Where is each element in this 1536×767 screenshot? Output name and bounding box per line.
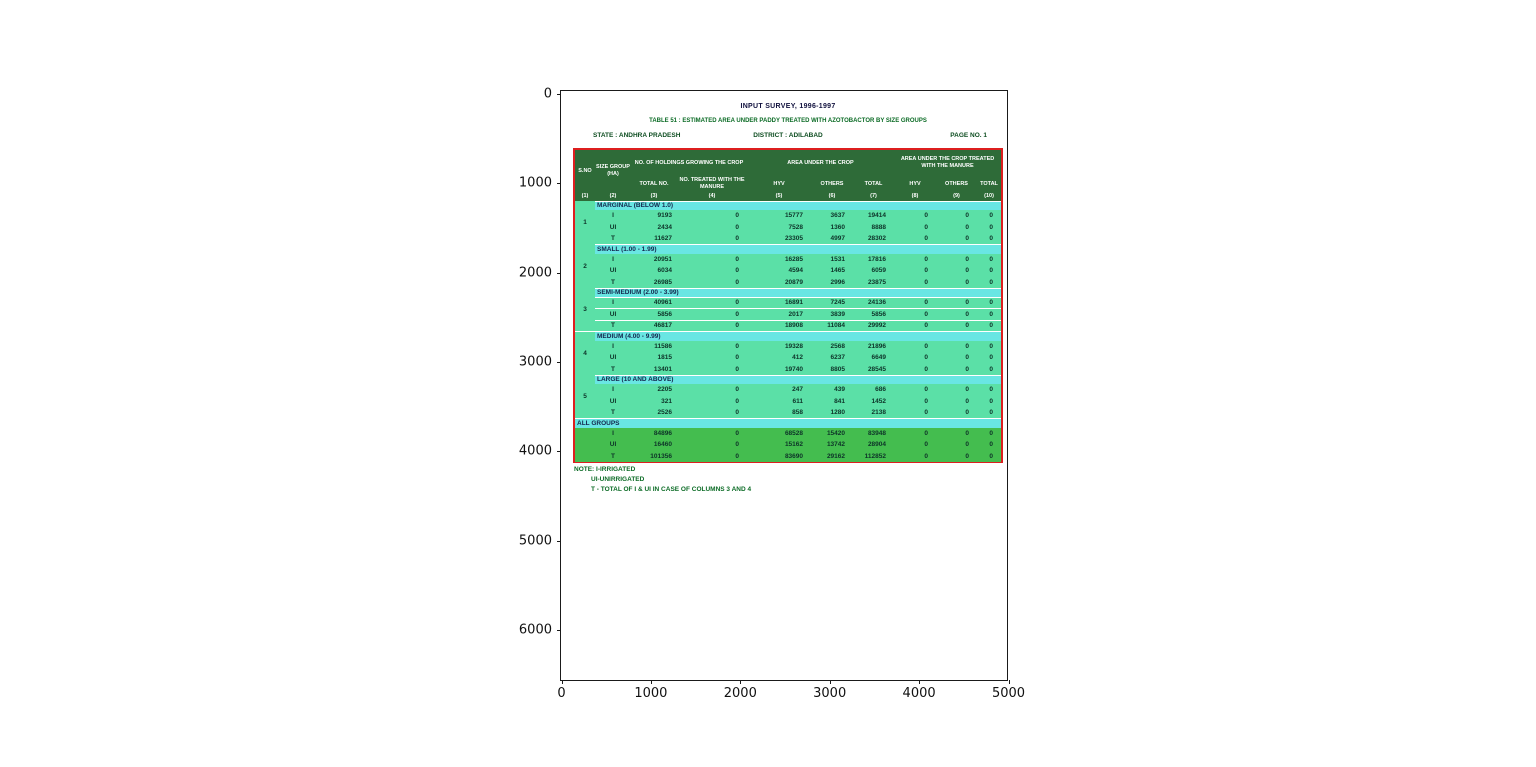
colnum-4: (4) bbox=[677, 192, 747, 201]
section-label-row bbox=[575, 245, 1001, 254]
value-cell: 321 bbox=[631, 396, 677, 408]
value-cell: 0 bbox=[977, 222, 1001, 234]
value-cell: 0 bbox=[894, 384, 936, 396]
header-sno: S.NO bbox=[575, 150, 595, 192]
header-no-treated: NO. TREATED WITH THE MANURE bbox=[677, 176, 747, 192]
row-type-cell: T bbox=[595, 451, 631, 463]
table-row bbox=[575, 320, 1001, 332]
value-cell: 15777 bbox=[747, 210, 811, 222]
value-cell: 0 bbox=[936, 384, 977, 396]
value-cell: 2996 bbox=[811, 277, 853, 289]
value-cell: 19414 bbox=[853, 210, 894, 222]
table-row bbox=[575, 439, 1001, 451]
value-cell: 7245 bbox=[811, 297, 853, 309]
value-cell: 0 bbox=[894, 222, 936, 234]
value-cell: 0 bbox=[677, 265, 747, 277]
sno-cell: 2 bbox=[575, 245, 595, 289]
survey-table bbox=[575, 150, 1001, 462]
row-type-cell: UI bbox=[595, 396, 631, 408]
x-axis-tick-label: 5000 bbox=[991, 686, 1026, 701]
value-cell: 0 bbox=[936, 265, 977, 277]
y-axis-tick bbox=[557, 451, 561, 452]
value-cell: 0 bbox=[936, 407, 977, 419]
value-cell: 0 bbox=[936, 277, 977, 289]
header-area-group: AREA UNDER THE CROP bbox=[747, 150, 894, 176]
value-cell: 0 bbox=[677, 352, 747, 364]
colnum-9: (9) bbox=[936, 192, 977, 201]
section-label: SMALL (1.00 - 1.99) bbox=[595, 245, 1001, 254]
section-label-row bbox=[575, 332, 1001, 341]
value-cell: 0 bbox=[894, 265, 936, 277]
value-cell: 0 bbox=[977, 439, 1001, 451]
value-cell: 0 bbox=[677, 341, 747, 353]
survey-table-head bbox=[575, 150, 1001, 201]
colnum-10: (10) bbox=[977, 192, 1001, 201]
value-cell: 841 bbox=[811, 396, 853, 408]
value-cell: 0 bbox=[936, 222, 977, 234]
value-cell: 1531 bbox=[811, 254, 853, 266]
value-cell: 4594 bbox=[747, 265, 811, 277]
y-axis-tick-label: 1000 bbox=[518, 175, 552, 191]
value-cell: 0 bbox=[894, 277, 936, 289]
value-cell: 0 bbox=[894, 451, 936, 463]
value-cell: 15420 bbox=[811, 428, 853, 440]
value-cell: 2568 bbox=[811, 341, 853, 353]
value-cell: 8888 bbox=[853, 222, 894, 234]
row-type-cell: UI bbox=[595, 439, 631, 451]
value-cell: 0 bbox=[936, 352, 977, 364]
table-row bbox=[575, 364, 1001, 376]
header-area-treated-group: AREA UNDER THE CROP TREATED WITH THE MANURE bbox=[894, 150, 1001, 176]
doc-title: INPUT SURVEY, 1996-1997 bbox=[740, 103, 836, 110]
value-cell: 17816 bbox=[853, 254, 894, 266]
header-others-2: OTHERS bbox=[936, 176, 977, 192]
value-cell: 68528 bbox=[747, 428, 811, 440]
row-type-cell: T bbox=[595, 320, 631, 332]
value-cell: 2434 bbox=[631, 222, 677, 234]
value-cell: 4997 bbox=[811, 233, 853, 245]
value-cell: 0 bbox=[936, 233, 977, 245]
value-cell: 1360 bbox=[811, 222, 853, 234]
value-cell: 84896 bbox=[631, 428, 677, 440]
x-axis-tick bbox=[562, 680, 563, 684]
section-label-row bbox=[575, 201, 1001, 210]
colnum-7: (7) bbox=[853, 192, 894, 201]
value-cell: 1280 bbox=[811, 407, 853, 419]
value-cell: 3839 bbox=[811, 309, 853, 321]
value-cell: 0 bbox=[677, 384, 747, 396]
value-cell: 16460 bbox=[631, 439, 677, 451]
value-cell: 0 bbox=[894, 364, 936, 376]
value-cell: 0 bbox=[936, 341, 977, 353]
row-type-cell: I bbox=[595, 254, 631, 266]
row-type-cell: I bbox=[595, 210, 631, 222]
table-row bbox=[575, 277, 1001, 289]
value-cell: 858 bbox=[747, 407, 811, 419]
section-label: MEDIUM (4.00 - 9.99) bbox=[595, 332, 1001, 341]
sno-cell: 3 bbox=[575, 288, 595, 332]
value-cell: 0 bbox=[936, 451, 977, 463]
row-type-cell: I bbox=[595, 297, 631, 309]
value-cell: 18908 bbox=[747, 320, 811, 332]
header-size-group: SIZE GROUP (HA) bbox=[595, 150, 631, 192]
value-cell: 0 bbox=[894, 254, 936, 266]
y-axis-tick-label: 6000 bbox=[518, 622, 552, 638]
y-axis-tick-label: 3000 bbox=[518, 354, 552, 370]
table-row bbox=[575, 309, 1001, 321]
value-cell: 2526 bbox=[631, 407, 677, 419]
table-row bbox=[575, 384, 1001, 396]
value-cell: 0 bbox=[677, 233, 747, 245]
header-others-1: OTHERS bbox=[811, 176, 853, 192]
value-cell: 412 bbox=[747, 352, 811, 364]
value-cell: 1815 bbox=[631, 352, 677, 364]
value-cell: 0 bbox=[677, 439, 747, 451]
value-cell: 686 bbox=[853, 384, 894, 396]
value-cell: 0 bbox=[936, 309, 977, 321]
table-row bbox=[575, 396, 1001, 408]
value-cell: 0 bbox=[936, 210, 977, 222]
value-cell: 28545 bbox=[853, 364, 894, 376]
value-cell: 0 bbox=[977, 428, 1001, 440]
value-cell: 29992 bbox=[853, 320, 894, 332]
survey-table-body bbox=[575, 201, 1001, 462]
value-cell: 0 bbox=[894, 309, 936, 321]
value-cell: 611 bbox=[747, 396, 811, 408]
value-cell: 0 bbox=[977, 297, 1001, 309]
value-cell: 15162 bbox=[747, 439, 811, 451]
value-cell: 0 bbox=[677, 451, 747, 463]
value-cell: 0 bbox=[894, 407, 936, 419]
value-cell: 46817 bbox=[631, 320, 677, 332]
value-cell: 0 bbox=[677, 210, 747, 222]
survey-table-border bbox=[573, 148, 1003, 463]
state-label: STATE : ANDHRA PRADESH bbox=[593, 132, 681, 139]
value-cell: 0 bbox=[894, 439, 936, 451]
row-type-cell: T bbox=[595, 277, 631, 289]
value-cell: 5856 bbox=[631, 309, 677, 321]
table-row bbox=[575, 451, 1001, 463]
section-label: MARGINAL (BELOW 1.0) bbox=[595, 201, 1001, 210]
value-cell: 28904 bbox=[853, 439, 894, 451]
value-cell: 0 bbox=[936, 439, 977, 451]
colnum-5: (5) bbox=[747, 192, 811, 201]
value-cell: 0 bbox=[936, 364, 977, 376]
section-label-row bbox=[575, 419, 1001, 428]
y-axis-tick-label: 2000 bbox=[518, 265, 552, 281]
table-row bbox=[575, 254, 1001, 266]
x-axis-tick bbox=[740, 680, 741, 684]
district-label: DISTRICT : ADILABAD bbox=[753, 132, 823, 139]
header-hyv-2: HYV bbox=[894, 176, 936, 192]
x-axis-tick-label: 3000 bbox=[813, 686, 847, 701]
value-cell: 0 bbox=[977, 384, 1001, 396]
x-axis-tick-label: 4000 bbox=[902, 686, 936, 701]
doc-meta-row bbox=[573, 132, 1003, 144]
value-cell: 2138 bbox=[853, 407, 894, 419]
value-cell: 0 bbox=[977, 265, 1001, 277]
value-cell: 16285 bbox=[747, 254, 811, 266]
sno-cell: 5 bbox=[575, 375, 595, 419]
value-cell: 5856 bbox=[853, 309, 894, 321]
value-cell: 0 bbox=[977, 451, 1001, 463]
value-cell: 112852 bbox=[853, 451, 894, 463]
value-cell: 0 bbox=[977, 341, 1001, 353]
value-cell: 20951 bbox=[631, 254, 677, 266]
row-type-cell: UI bbox=[595, 222, 631, 234]
row-type-cell: T bbox=[595, 233, 631, 245]
value-cell: 0 bbox=[936, 297, 977, 309]
note-line-2: UI-UNIRRIGATED bbox=[591, 476, 645, 483]
value-cell: 0 bbox=[977, 210, 1001, 222]
value-cell: 0 bbox=[677, 277, 747, 289]
value-cell: 2017 bbox=[747, 309, 811, 321]
x-axis-tick bbox=[919, 680, 920, 684]
value-cell: 0 bbox=[894, 428, 936, 440]
value-cell: 0 bbox=[977, 277, 1001, 289]
y-axis-tick-label: 0 bbox=[543, 86, 552, 102]
row-type-cell: UI bbox=[595, 309, 631, 321]
value-cell: 0 bbox=[677, 396, 747, 408]
section-label: SEMI-MEDIUM (2.00 - 3.99) bbox=[595, 288, 1001, 297]
x-axis-tick-label: 1000 bbox=[634, 686, 668, 701]
value-cell: 0 bbox=[936, 254, 977, 266]
value-cell: 0 bbox=[977, 396, 1001, 408]
table-row bbox=[575, 297, 1001, 309]
x-axis-tick bbox=[651, 680, 652, 684]
table-row bbox=[575, 428, 1001, 440]
row-type-cell: UI bbox=[595, 352, 631, 364]
table-row bbox=[575, 341, 1001, 353]
value-cell: 0 bbox=[677, 254, 747, 266]
value-cell: 2205 bbox=[631, 384, 677, 396]
value-cell: 0 bbox=[977, 254, 1001, 266]
plot-area bbox=[518, 86, 1026, 701]
value-cell: 20879 bbox=[747, 277, 811, 289]
section-label-row bbox=[575, 375, 1001, 384]
header-total-2: TOTAL bbox=[977, 176, 1001, 192]
row-type-cell: T bbox=[595, 364, 631, 376]
section-label-row bbox=[575, 288, 1001, 297]
value-cell: 6237 bbox=[811, 352, 853, 364]
page-number: PAGE NO. 1 bbox=[950, 132, 987, 139]
value-cell: 0 bbox=[894, 297, 936, 309]
row-type-cell: UI bbox=[595, 265, 631, 277]
section-label: ALL GROUPS bbox=[575, 419, 1001, 428]
y-axis-tick bbox=[557, 630, 561, 631]
value-cell: 19740 bbox=[747, 364, 811, 376]
value-cell: 0 bbox=[677, 320, 747, 332]
y-axis-tick bbox=[557, 362, 561, 363]
x-axis-tick bbox=[1009, 680, 1010, 684]
table-note bbox=[574, 465, 751, 495]
value-cell: 247 bbox=[747, 384, 811, 396]
value-cell: 0 bbox=[894, 341, 936, 353]
value-cell: 83690 bbox=[747, 451, 811, 463]
value-cell: 0 bbox=[894, 352, 936, 364]
value-cell: 8805 bbox=[811, 364, 853, 376]
value-cell: 0 bbox=[977, 364, 1001, 376]
value-cell: 3637 bbox=[811, 210, 853, 222]
value-cell: 7528 bbox=[747, 222, 811, 234]
value-cell: 101356 bbox=[631, 451, 677, 463]
value-cell: 0 bbox=[894, 396, 936, 408]
value-cell: 6649 bbox=[853, 352, 894, 364]
table-row bbox=[575, 352, 1001, 364]
header-sub-row bbox=[575, 176, 1001, 192]
value-cell: 0 bbox=[977, 320, 1001, 332]
value-cell: 1465 bbox=[811, 265, 853, 277]
header-hyv-1: HYV bbox=[747, 176, 811, 192]
y-axis-tick-label: 5000 bbox=[518, 533, 552, 549]
value-cell: 0 bbox=[977, 233, 1001, 245]
y-axis-tick bbox=[557, 273, 561, 274]
section-label: LARGE (10 AND ABOVE) bbox=[595, 375, 1001, 384]
note-line-1: NOTE: I-IRRIGATED bbox=[574, 466, 636, 473]
value-cell: 0 bbox=[894, 233, 936, 245]
header-colnum-row bbox=[575, 192, 1001, 201]
value-cell: 0 bbox=[936, 428, 977, 440]
sno-cell: 4 bbox=[575, 332, 595, 376]
value-cell: 29162 bbox=[811, 451, 853, 463]
value-cell: 0 bbox=[677, 222, 747, 234]
value-cell: 11586 bbox=[631, 341, 677, 353]
y-axis-tick bbox=[557, 183, 561, 184]
value-cell: 28302 bbox=[853, 233, 894, 245]
table-row bbox=[575, 222, 1001, 234]
value-cell: 0 bbox=[936, 396, 977, 408]
value-cell: 21896 bbox=[853, 341, 894, 353]
value-cell: 0 bbox=[977, 309, 1001, 321]
value-cell: 11084 bbox=[811, 320, 853, 332]
header-total-1: TOTAL bbox=[853, 176, 894, 192]
colnum-3: (3) bbox=[631, 192, 677, 201]
y-axis-tick bbox=[557, 541, 561, 542]
header-total-no: TOTAL NO. bbox=[631, 176, 677, 192]
x-axis-tick-label: 2000 bbox=[723, 686, 757, 701]
value-cell: 0 bbox=[977, 407, 1001, 419]
value-cell: 23305 bbox=[747, 233, 811, 245]
colnum-8: (8) bbox=[894, 192, 936, 201]
value-cell: 0 bbox=[936, 320, 977, 332]
y-axis-tick bbox=[557, 94, 561, 95]
value-cell: 0 bbox=[677, 309, 747, 321]
row-type-cell: I bbox=[595, 341, 631, 353]
row-type-cell: T bbox=[595, 407, 631, 419]
row-type-cell: I bbox=[595, 428, 631, 440]
value-cell: 83948 bbox=[853, 428, 894, 440]
value-cell: 0 bbox=[894, 210, 936, 222]
value-cell: 0 bbox=[977, 352, 1001, 364]
value-cell: 1452 bbox=[853, 396, 894, 408]
value-cell: 23875 bbox=[853, 277, 894, 289]
row-type-cell: I bbox=[595, 384, 631, 396]
y-axis-tick-label: 4000 bbox=[518, 443, 552, 459]
colnum-6: (6) bbox=[811, 192, 853, 201]
header-group-row bbox=[575, 150, 1001, 176]
colnum-1: (1) bbox=[575, 192, 595, 201]
x-axis-tick-label: 0 bbox=[557, 686, 566, 701]
value-cell: 439 bbox=[811, 384, 853, 396]
value-cell: 40961 bbox=[631, 297, 677, 309]
value-cell: 24136 bbox=[853, 297, 894, 309]
value-cell: 0 bbox=[677, 364, 747, 376]
value-cell: 6059 bbox=[853, 265, 894, 277]
sno-cell: 1 bbox=[575, 201, 595, 245]
table-row bbox=[575, 233, 1001, 245]
doc-subtitle: TABLE 51 : ESTIMATED AREA UNDER PADDY TREATED WITH AZOTOBACTOR BY SIZE GROUPS bbox=[649, 118, 927, 124]
value-cell: 9193 bbox=[631, 210, 677, 222]
value-cell: 19328 bbox=[747, 341, 811, 353]
value-cell: 13401 bbox=[631, 364, 677, 376]
note-line-3: T - TOTAL OF I & UI IN CASE OF COLUMNS 3 AND 4 bbox=[591, 486, 752, 493]
value-cell: 26985 bbox=[631, 277, 677, 289]
table-row bbox=[575, 210, 1001, 222]
x-axis-tick bbox=[830, 680, 831, 684]
value-cell: 0 bbox=[894, 320, 936, 332]
colnum-2: (2) bbox=[595, 192, 631, 201]
header-holdings-group: NO. OF HOLDINGS GROWING THE CROP bbox=[631, 150, 747, 176]
value-cell: 16891 bbox=[747, 297, 811, 309]
value-cell: 0 bbox=[677, 297, 747, 309]
value-cell: 13742 bbox=[811, 439, 853, 451]
sno-cell bbox=[575, 428, 595, 463]
table-row bbox=[575, 407, 1001, 419]
value-cell: 6034 bbox=[631, 265, 677, 277]
value-cell: 0 bbox=[677, 428, 747, 440]
value-cell: 11627 bbox=[631, 233, 677, 245]
value-cell: 0 bbox=[677, 407, 747, 419]
table-row bbox=[575, 265, 1001, 277]
